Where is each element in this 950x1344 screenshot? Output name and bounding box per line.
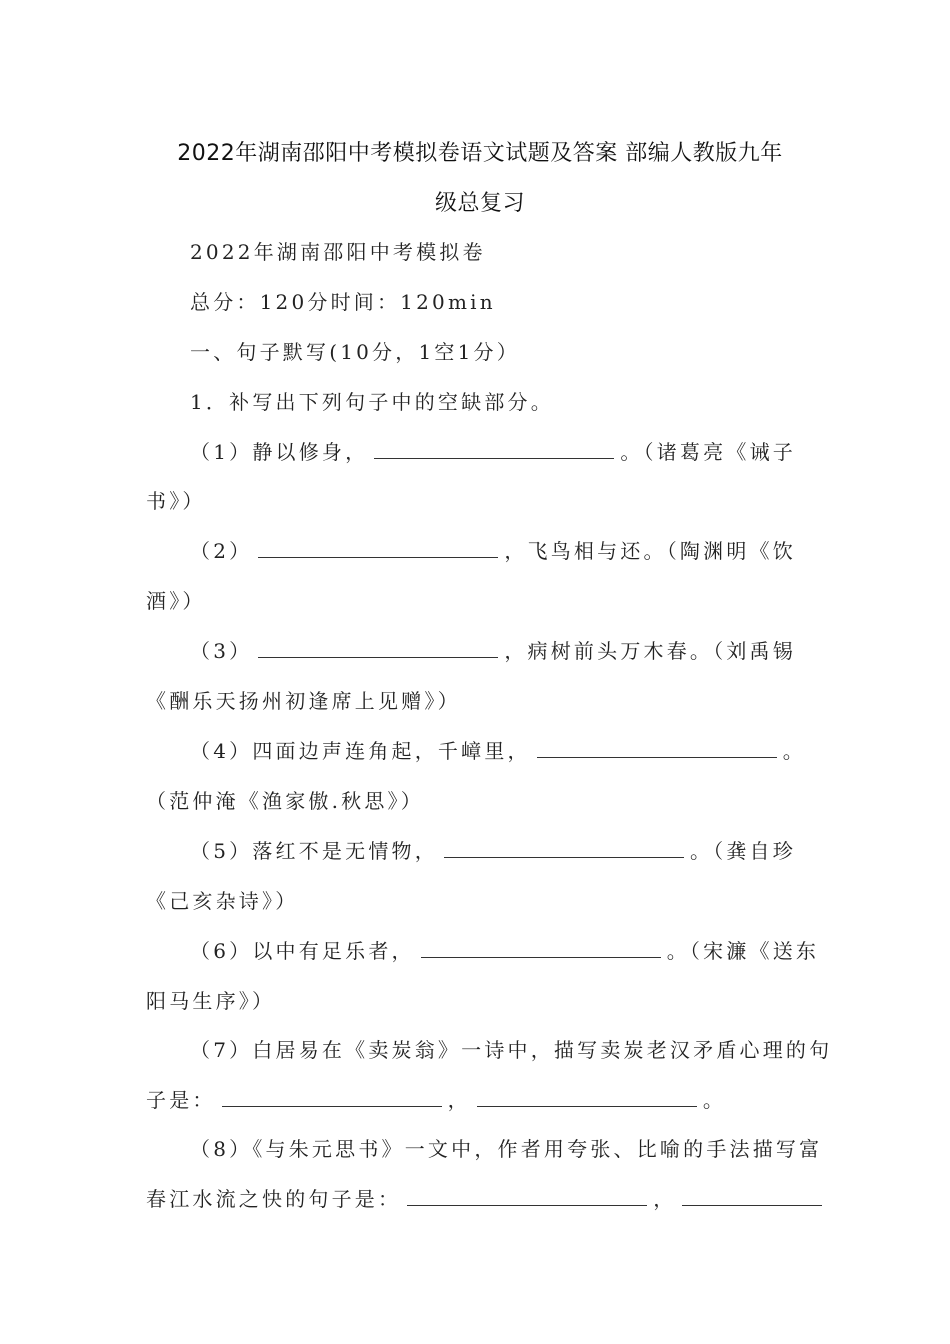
document-title-line-1: 2022年湖南邵阳中考模拟卷语文试题及答案 部编人教版九年 bbox=[177, 141, 783, 166]
item-end: 。 bbox=[702, 1088, 727, 1112]
answer-blank[interactable] bbox=[682, 1187, 822, 1206]
item-text: 春江水流之快的句子是： bbox=[146, 1187, 402, 1211]
item-text: （1）静以修身， bbox=[190, 440, 369, 464]
fill-blank-item-4 bbox=[190, 739, 806, 763]
item-source: 。（龚自珍 bbox=[689, 839, 796, 863]
answer-blank[interactable] bbox=[477, 1088, 697, 1107]
item-6-continuation: 阳马生序》） bbox=[146, 989, 276, 1013]
item-separator: ， bbox=[447, 1088, 471, 1112]
item-2-continuation: 酒》） bbox=[146, 589, 206, 613]
answer-blank[interactable] bbox=[537, 739, 777, 758]
fill-blank-item-2 bbox=[190, 539, 796, 563]
answer-blank[interactable] bbox=[421, 939, 661, 958]
item-4-continuation: （范仲淹《渔家傲.秋思》） bbox=[146, 789, 424, 813]
answer-blank[interactable] bbox=[444, 839, 684, 858]
item-text: （4）四面边声连角起，千嶂里， bbox=[190, 739, 531, 763]
item-text: （2） bbox=[190, 539, 253, 563]
item-source: 。（诸葛亮《诫子 bbox=[620, 440, 796, 464]
item-8-continuation bbox=[146, 1187, 828, 1211]
item-text: （3） bbox=[190, 639, 253, 663]
item-source: ，飞鸟相与还。（陶渊明《饮 bbox=[504, 539, 796, 563]
item-text: （6）以中有足乐者， bbox=[190, 939, 415, 963]
item-5-continuation: 《己亥杂诗》） bbox=[146, 889, 299, 913]
answer-blank[interactable] bbox=[374, 440, 614, 459]
fill-blank-item-5 bbox=[190, 839, 796, 863]
item-separator: ， bbox=[653, 1187, 677, 1211]
item-3-continuation: 《酬乐天扬州初逢席上见赠》） bbox=[146, 689, 461, 713]
question-prompt: 1．补写出下列句子中的空缺部分。 bbox=[190, 390, 554, 414]
item-source: 。（宋濂《送东 bbox=[666, 939, 820, 963]
item-text: （5）落红不是无情物， bbox=[190, 839, 438, 863]
answer-blank[interactable] bbox=[222, 1088, 442, 1107]
section-heading: 一、句子默写(10分，1空1分） bbox=[190, 340, 520, 364]
score-time-info: 总分：120分时间：120min bbox=[190, 290, 496, 314]
fill-blank-item-8: （8）《与朱元思书》一文中，作者用夸张、比喻的手法描写富 bbox=[190, 1137, 823, 1161]
document-title-line-2: 级总复习 bbox=[434, 191, 525, 216]
answer-blank[interactable] bbox=[258, 639, 498, 658]
answer-blank[interactable] bbox=[407, 1187, 647, 1206]
item-end: 。 bbox=[782, 739, 806, 763]
fill-blank-item-7: （7）白居易在《卖炭翁》一诗中，描写卖炭老汉矛盾心理的句 bbox=[190, 1038, 833, 1062]
answer-blank[interactable] bbox=[258, 539, 498, 558]
fill-blank-item-3 bbox=[190, 639, 796, 663]
item-source: ，病树前头万木春。（刘禹锡 bbox=[504, 639, 796, 663]
exam-name: 2022年湖南邵阳中考模拟卷 bbox=[190, 240, 486, 264]
fill-blank-item-1 bbox=[190, 440, 796, 464]
item-text: 子是： bbox=[146, 1088, 216, 1112]
item-1-continuation: 书》） bbox=[146, 489, 206, 513]
item-7-continuation bbox=[146, 1088, 726, 1112]
fill-blank-item-6 bbox=[190, 939, 819, 963]
